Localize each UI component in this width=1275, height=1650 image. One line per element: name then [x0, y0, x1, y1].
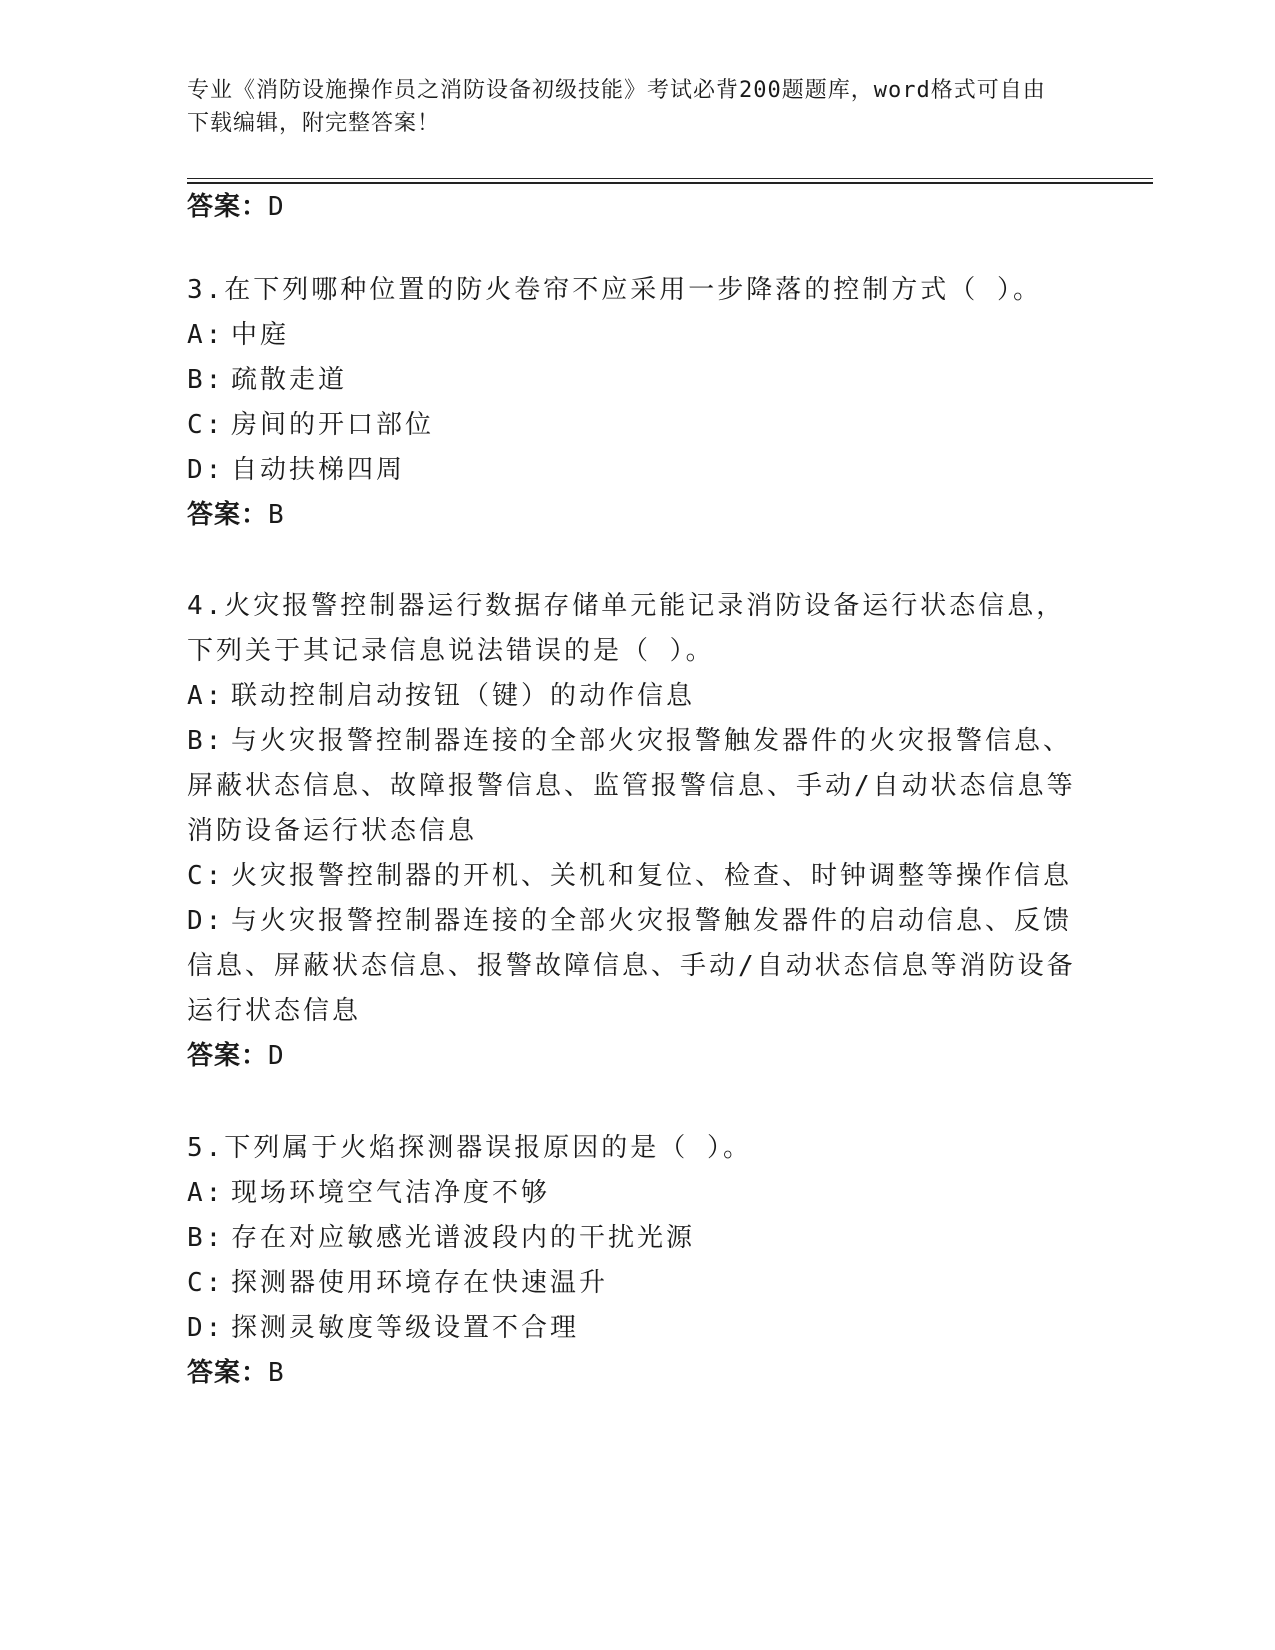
option-key: B:	[187, 365, 225, 395]
option-key: A:	[187, 1178, 225, 1208]
answer-value: D	[268, 1041, 285, 1071]
option-key: C:	[187, 1268, 225, 1298]
option-text: 探测器使用环境存在快速温升	[231, 1268, 609, 1298]
answer-value: B	[268, 500, 285, 530]
option-d	[187, 899, 1087, 1034]
option-key: A:	[187, 681, 225, 711]
answer-label: 答案：	[187, 192, 269, 222]
option-key: B:	[187, 1223, 225, 1253]
option-c	[187, 854, 1087, 899]
previous-answer	[187, 186, 285, 223]
option-text: 联动控制启动按钮（键）的动作信息	[231, 681, 696, 711]
option-text: 中庭	[231, 320, 290, 350]
option-key: A:	[187, 320, 225, 350]
option-text: 与火灾报警控制器连接的全部火灾报警触发器件的启动信息、反馈信息、屏蔽状态信息、报警故障信息、手动/自动状态信息等消防设备运行状态信息	[187, 906, 1076, 1026]
question-3	[187, 268, 1087, 538]
option-text: 探测灵敏度等级设置不合理	[231, 1313, 580, 1343]
option-b	[187, 719, 1087, 854]
question-stem: 5.下列属于火焰探测器误报原因的是（ ）。	[187, 1133, 752, 1163]
option-key: C:	[187, 410, 225, 440]
option-a	[187, 674, 1087, 719]
option-a	[187, 1171, 1087, 1216]
option-text: 房间的开口部位	[231, 410, 435, 440]
option-text: 现场环境空气洁净度不够	[231, 1178, 551, 1208]
option-c	[187, 403, 1087, 448]
option-d	[187, 1306, 1087, 1351]
question-stem: 3.在下列哪种位置的防火卷帘不应采用一步降落的控制方式（ ）。	[187, 275, 1042, 305]
question-answer	[187, 493, 1087, 538]
option-b	[187, 358, 1087, 403]
option-key: D:	[187, 1313, 225, 1343]
question-answer	[187, 1034, 1087, 1079]
question-4	[187, 584, 1087, 1079]
option-text: 存在对应敏感光谱波段内的干扰光源	[231, 1223, 696, 1253]
option-text: 疏散走道	[231, 365, 348, 395]
question-answer	[187, 1351, 1087, 1396]
answer-value: D	[268, 192, 285, 222]
question-5	[187, 1126, 1087, 1396]
option-b	[187, 1216, 1087, 1261]
answer-label: 答案：	[187, 500, 269, 530]
option-key: B:	[187, 726, 225, 756]
option-a	[187, 313, 1087, 358]
answer-value: B	[268, 1358, 285, 1388]
option-key: D:	[187, 455, 225, 485]
option-text: 自动扶梯四周	[231, 455, 406, 485]
option-text: 火灾报警控制器的开机、关机和复位、检查、时钟调整等操作信息	[231, 861, 1073, 891]
option-key: C:	[187, 861, 225, 891]
page-header: 专业《消防设施操作员之消防设备初级技能》考试必背200题题库，word格式可自由下载编辑，附完整答案！	[187, 78, 1046, 136]
option-key: D:	[187, 906, 225, 936]
option-text: 与火灾报警控制器连接的全部火灾报警触发器件的火灾报警信息、屏蔽状态信息、故障报警信息、监管报警信息、手动/自动状态信息等消防设备运行状态信息	[187, 726, 1076, 846]
header-divider	[187, 178, 1153, 184]
question-stem: 4.火灾报警控制器运行数据存储单元能记录消防设备运行状态信息，下列关于其记录信息说法错误的是（ ）。	[187, 591, 1066, 666]
answer-label: 答案：	[187, 1358, 269, 1388]
option-d	[187, 448, 1087, 493]
answer-label: 答案：	[187, 1041, 269, 1071]
option-c	[187, 1261, 1087, 1306]
